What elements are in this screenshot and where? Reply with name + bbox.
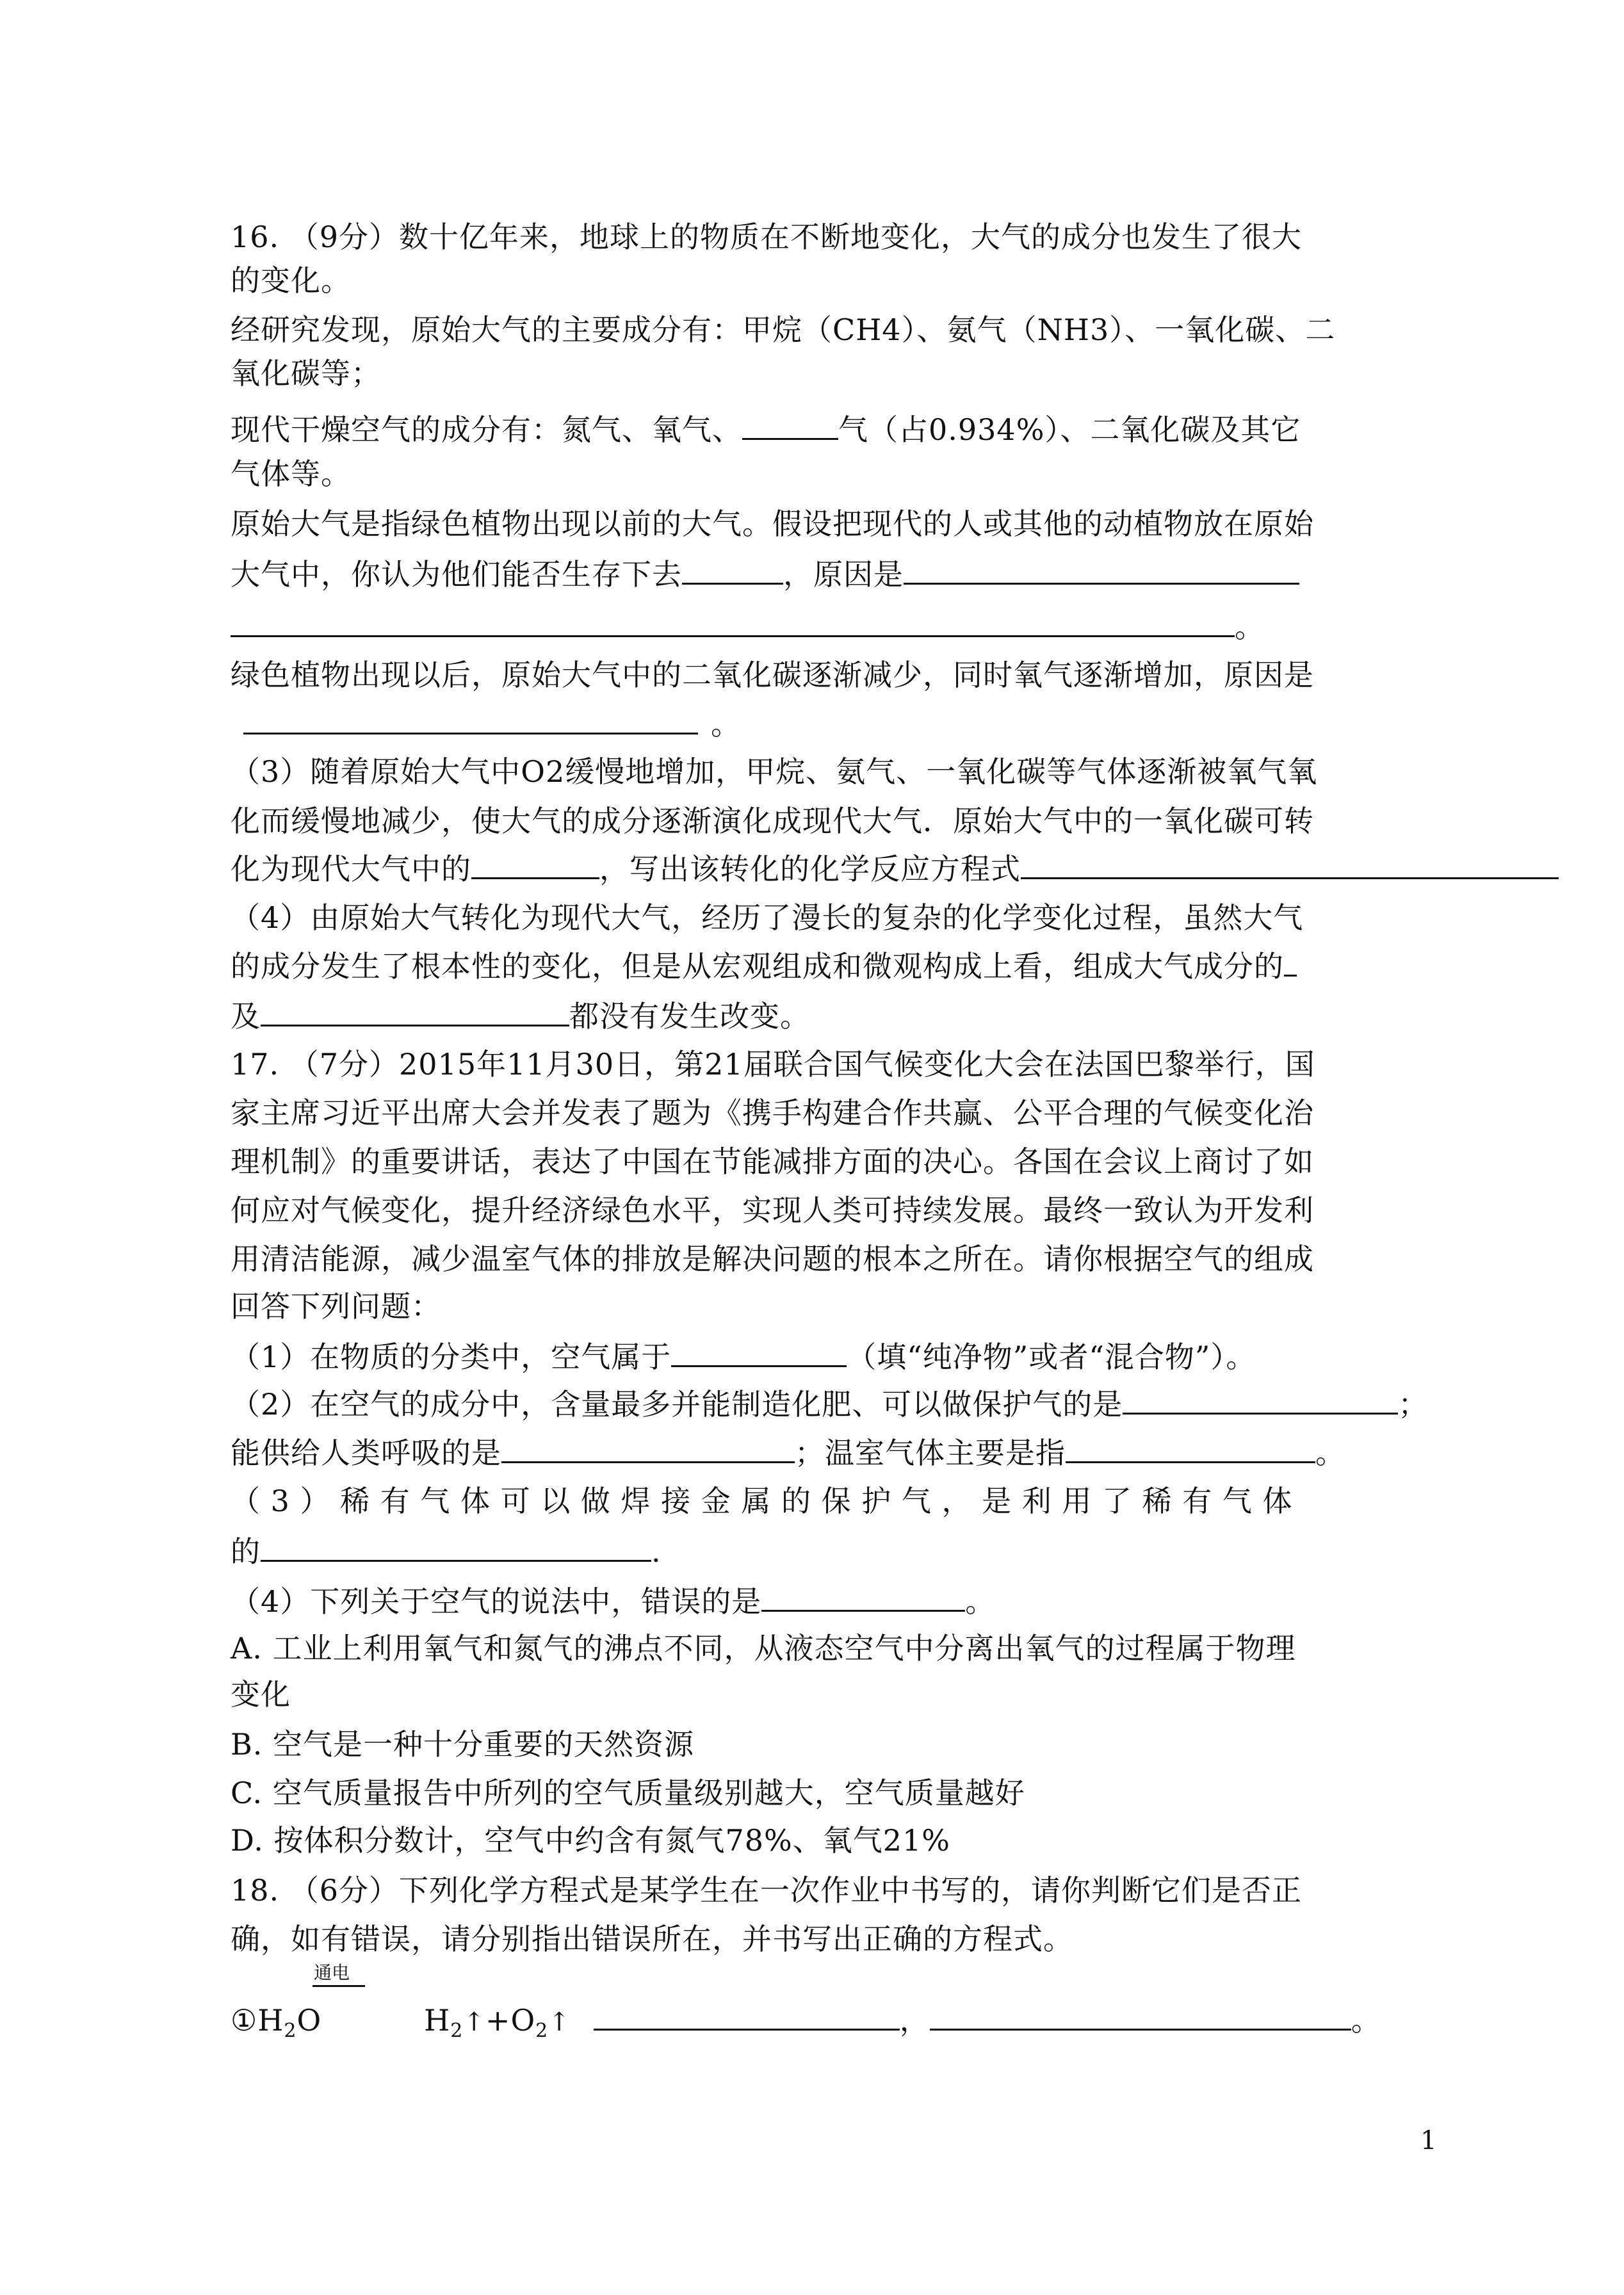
q17-line-6: 回答下列问题： [231,1289,441,1324]
q17-line-11 [231,1532,662,1569]
answer-blank-survive[interactable] [682,555,783,585]
q16-line-10: 绿色植物出现以后，原始大气中的二氧化碳逐渐减少，同时氧气逐渐增加，原因是 [231,658,1314,692]
answer-blank-rare-gas[interactable] [742,410,838,440]
answer-blank-composition-b[interactable] [261,996,569,1026]
equation-condition-label: 通电 [314,1962,350,1983]
equation-sub-2: 2 [450,2020,464,2042]
q17-line-8-text-b: ； [1398,1387,1429,1422]
q16-line-9 [231,607,1265,645]
q16-line-17-text-a: 及 [231,999,261,1034]
q17-line-2: 家主席习近平出席大会并发表了题为《携手构建合作共赢、公平合理的气候变化治 [231,1096,1314,1130]
q16-line-8-text-a: 大气中，你认为他们能否生存下去 [231,557,682,592]
answer-blank-breathing-gas[interactable] [501,1433,795,1463]
q17-line-7 [231,1337,1256,1375]
equation-sub-3: 2 [535,2020,549,2042]
q18-equation [231,2000,1381,2049]
q16-line-16 [231,946,1297,984]
equation-reactant-o: O [296,2003,322,2038]
q17-option-a-line-2: 变化 [231,1677,291,1712]
q16-line-14-text-b: ，写出该转化的化学反应方程式 [599,852,1021,886]
q16-line-14 [231,849,1559,887]
equation-product-h: H [424,2003,451,2038]
q16-line-12: （3）随着原始大气中O2缓慢地增加，甲烷、氨气、一氧化碳等气体逐渐被氧气氧 [231,754,1318,789]
q17-option-d: D. 按体积分数计，空气中约含有氮气78%、氧气21% [231,1823,950,1858]
q16-line-8-text-b: ，原因是 [783,557,904,592]
answer-blank-reason-1-cont[interactable] [231,607,1235,637]
q16-line-8 [231,555,1299,592]
q17-line-4: 何应对气候变化，提升经济绿色水平，实现人类可持续发展。最终一致认为开发利 [231,1193,1314,1228]
answer-blank-co-product[interactable] [471,849,599,879]
answer-blank-most-abundant[interactable] [1123,1384,1398,1415]
answer-blank-rare-gas-property[interactable] [261,1532,651,1562]
q16-line-17 [231,996,810,1034]
equation-end: 。 [1351,2003,1381,2038]
equation-product-o: +O [485,2003,536,2038]
q17-line-8 [231,1384,1428,1422]
q16-line-9-text: 。 [1235,610,1265,644]
q17-option-b: B. 空气是一种十分重要的天然资源 [231,1727,695,1762]
q16-line-5-text-a: 现代干燥空气的成分有：氮气、氧气、 [231,412,742,447]
answer-blank-correct-equation[interactable] [930,2000,1351,2031]
equation-comma: ， [899,2003,930,2038]
q16-line-13: 化而缓慢地减少，使大气的成分逐渐演化成现代大气．原始大气中的一氧化碳可转 [231,804,1314,838]
q17-line-9-text-c: 。 [1315,1436,1345,1470]
up-arrow-icon: ↑ [463,2007,485,2037]
q17-line-9-text-a: 能供给人类呼吸的是 [231,1436,501,1470]
q17-line-12-text-b: 。 [965,1584,996,1619]
q16-line-4: 氧化碳等； [231,356,381,391]
q17-line-3: 理机制》的重要讲话，表达了中国在节能减排方面的决心。各国在会议上商讨了如 [231,1144,1314,1179]
q16-line-14-text-a: 化为现代大气中的 [231,852,471,886]
q16-line-7: 原始大气是指绿色植物出现以前的大气。假设把现代的人或其他的动植物放在原始 [231,507,1314,541]
q17-line-7-text-b: （填“纯净物”或者“混合物”）。 [847,1340,1256,1374]
answer-blank-error[interactable] [594,2000,900,2031]
q16-line-5-text-b: 气（占0.934%）、二氧化碳及其它 [838,412,1301,447]
q17-line-7-text-a: （1）在物质的分类中，空气属于 [231,1340,672,1374]
equation-reactant-h: ①H [231,2003,284,2038]
q17-option-a-line-1: A. 工业上利用氧气和氮气的沸点不同，从液态空气中分离出氧气的过程属于物理 [231,1631,1296,1666]
q17-line-12-text-a: （4）下列关于空气的说法中，错误的是 [231,1584,762,1619]
q17-line-12 [231,1582,995,1619]
q16-line-3: 经研究发现，原始大气的主要成分有：甲烷（CH4）、氨气（NH3）、一氧化碳、二 [231,312,1336,347]
up-arrow-icon: ↑ [548,2007,571,2037]
equation-sub-1: 2 [284,2020,297,2042]
q16-line-15: （4）由原始大气转化为现代大气，经历了漫长的复杂的化学变化过程，虽然大气 [231,900,1304,935]
answer-blank-air-class[interactable] [671,1337,847,1367]
q17-line-5: 用清洁能源，减少温室气体的排放是解决问题的根本之所在。请你根据空气的组成 [231,1242,1314,1276]
q18-line-1: 18. （6分）下列化学方程式是某学生在一次作业中书写的，请你判断它们是否正 [231,1873,1303,1908]
q17-line-10: （ 3 ） 稀 有 气 体 可 以 做 焊 接 金 属 的 保 护 气 ， 是 利 用 了 稀 有 气 体 [231,1484,1293,1518]
q16-line-11 [231,704,741,742]
q17-line-9 [231,1433,1345,1471]
q16-line-5 [231,410,1301,448]
q17-option-c: C. 空气质量报告中所列的空气质量级别越大，空气质量越好 [231,1776,1025,1810]
q16-line-16-text: 的成分发生了根本性的变化，但是从宏观组成和微观构成上看，组成大气成分的 [231,949,1284,984]
equation-condition-bar [313,1985,365,1987]
q17-line-9-text-b: ；温室气体主要是指 [795,1436,1066,1470]
q18-line-2: 确，如有错误，请分别指出错误所在，并书写出正确的方程式。 [231,1922,1073,1956]
answer-blank-reason-1[interactable] [904,555,1299,585]
q16-line-2: 的变化。 [231,263,351,298]
q16-line-11-text: 。 [711,707,741,742]
q17-line-1: 17. （7分）2015年11月30日，第21届联合国气候变化大会在法国巴黎举行，国 [231,1047,1315,1082]
answer-blank-greenhouse-gas[interactable] [1066,1433,1315,1463]
page-number: 1 [1420,2126,1437,2155]
q17-line-8-text-a: （2）在空气的成分中，含量最多并能制造化肥、可以做保护气的是 [231,1387,1123,1422]
q17-line-11-text-a: 的 [231,1534,261,1569]
answer-blank-reason-2[interactable] [243,704,698,734]
q16-line-17-text-b: 都没有发生改变。 [569,999,810,1034]
q16-line-6: 气体等。 [231,457,351,491]
q17-line-11-text-b: . [651,1534,662,1569]
answer-blank-equation[interactable] [1021,849,1559,879]
answer-blank-wrong-statement[interactable] [761,1582,965,1612]
answer-blank-composition-a[interactable] [1284,946,1297,977]
q16-line-1: 16. （9分）数十亿年来，地球上的物质在不断地变化，大气的成分也发生了很大 [231,220,1303,254]
